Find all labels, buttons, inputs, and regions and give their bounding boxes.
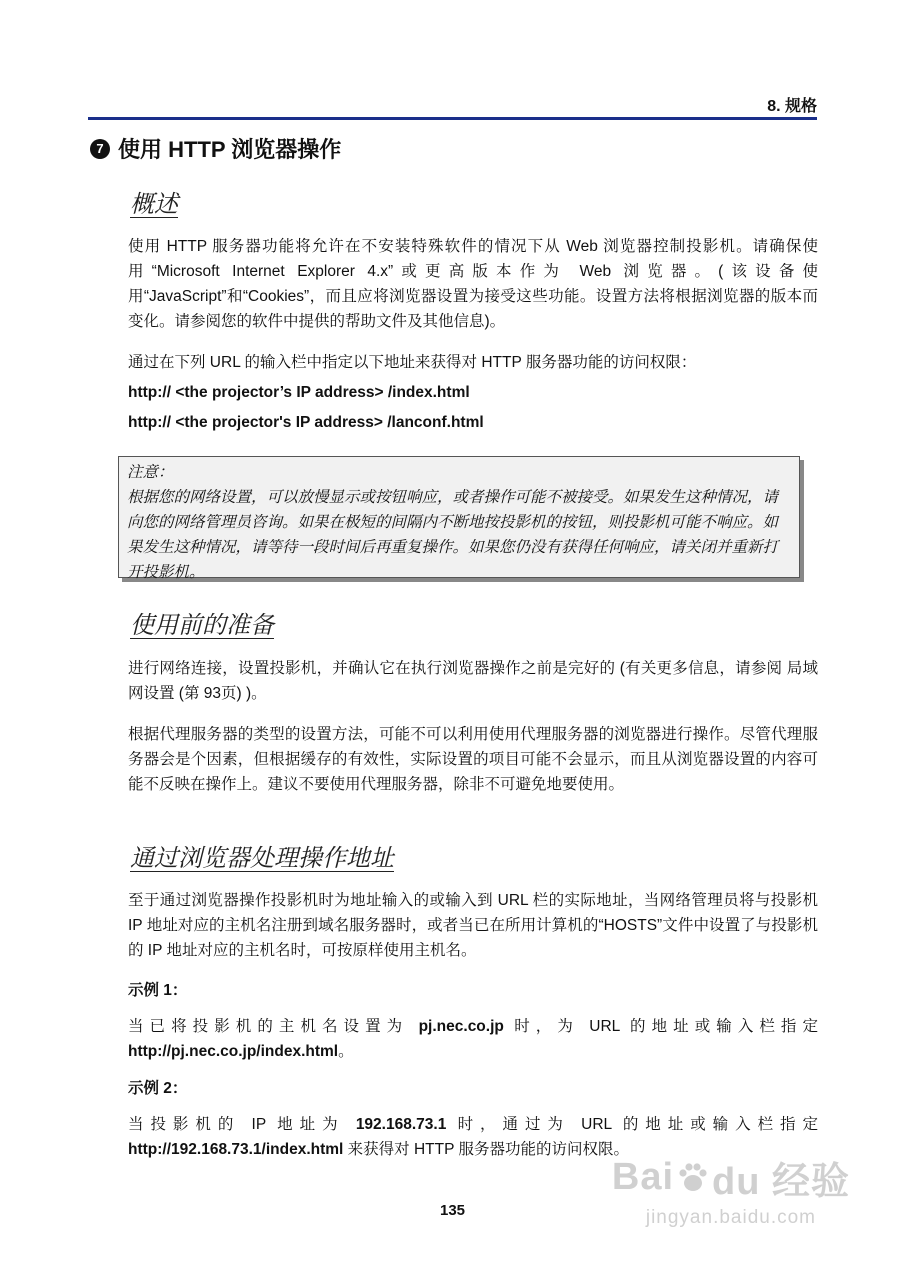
watermark-brand-left: Bai	[611, 1156, 675, 1198]
baidu-watermark	[612, 1150, 850, 1229]
example-2-label: 示例 2：	[128, 1080, 188, 1097]
paw-icon	[676, 1161, 710, 1195]
section-title	[90, 133, 341, 164]
address-heading: 通过浏览器处理操作地址	[130, 844, 394, 872]
watermark-brand-right: du 经验	[712, 1161, 850, 1203]
section-title-text: 使用 HTTP 浏览器操作	[118, 137, 342, 162]
prep-paragraph-2: 根据代理服务器的类型的设置方法，可能不可以利用使用代理服务器的浏览器进行操作。尽管代理服务器会是个因素，但根据缓存的有效性，实际设置的项目可能不会显示，而且从浏览器设置的内容可能不反映在操作上。建议不要使用代理服务器，除非不可避免地要使用。	[128, 726, 818, 793]
example-1-label: 示例 1：	[128, 982, 188, 999]
example-2-ip: 192.168.73.1	[355, 1116, 447, 1133]
example-2-text: 当投影机的 IP 地址为 192.168.73.1 时，通过为 URL 的地址或输入栏指定 http://192.168.73.1/index.html 来获得对 HTTP 服务器功能的访问权限。	[128, 1116, 818, 1158]
note-label: 注意：	[127, 464, 174, 481]
address-paragraph: 至于通过浏览器操作投影机时为地址输入的或输入到 URL 栏的实际地址，当网络管理员将与投影机 IP 地址对应的主机名注册到域名服务器时，或者当已在所用计算机的“HOSTS”文件中设置了与投影机的 IP 地址对应的主机名时，可按原样使用主机名。	[128, 892, 818, 959]
header-title: 8. 规格	[767, 98, 817, 115]
section-number-badge: 7	[90, 139, 110, 159]
overview-paragraph-1: 使用 HTTP 服务器功能将允许在不安装特殊软件的情况下从 Web 浏览器控制投影机。请确保使用“Microsoft Internet Explorer 4.x”或更高版本作为 Web 浏览器。(该设备使用“JavaScript”和“Cookies”，而且应将浏览器设置为接受这些功能。设置方法将根据浏览器的版本而变化。请参阅您的软件中提供的帮助文件及其他信息)。	[128, 238, 818, 330]
url-index: http:// <the projector’s IP address> /index.html	[128, 384, 470, 401]
example-2-url: http://192.168.73.1/index.html	[128, 1141, 344, 1158]
example-1-host: pj.nec.co.jp	[418, 1018, 504, 1035]
example-1-text: 当已将投影机的主机名设置为 pj.nec.co.jp 时，为 URL 的地址或输入栏指定 http://pj.nec.co.jp/index.html。	[128, 1018, 818, 1060]
example-1-url: http://pj.nec.co.jp/index.html	[128, 1043, 339, 1060]
page-number: 135	[439, 1202, 466, 1219]
url-lanconf: http:// <the projector's IP address> /lanconf.html	[128, 414, 484, 431]
prep-heading: 使用前的准备	[130, 611, 274, 639]
prep-paragraph-1: 进行网络连接，设置投影机，并确认它在执行浏览器操作之前是完好的 (有关更多信息，请参阅 局域网设置 (第 93页) )。	[128, 660, 818, 702]
overview-paragraph-2: 通过在下列 URL 的输入栏中指定以下地址来获得对 HTTP 服务器功能的访问权限：	[128, 354, 697, 371]
header-rule	[88, 117, 817, 120]
overview-heading: 概述	[130, 190, 178, 218]
watermark-url: jingyan.baidu.com	[645, 1207, 817, 1228]
note-text: 根据您的网络设置，可以放慢显示或按钮响应，或者操作可能不被接受。如果发生这种情况，请向您的网络管理员咨询。如果在极短的间隔内不断地按投影机的按钮，则投影机可能不响应。如果发生这种情况，请等待一段时间后再重复操作。如果您仍没有获得任何响应，请关闭并重新打开投影机。	[127, 489, 779, 581]
note-box	[118, 456, 800, 581]
